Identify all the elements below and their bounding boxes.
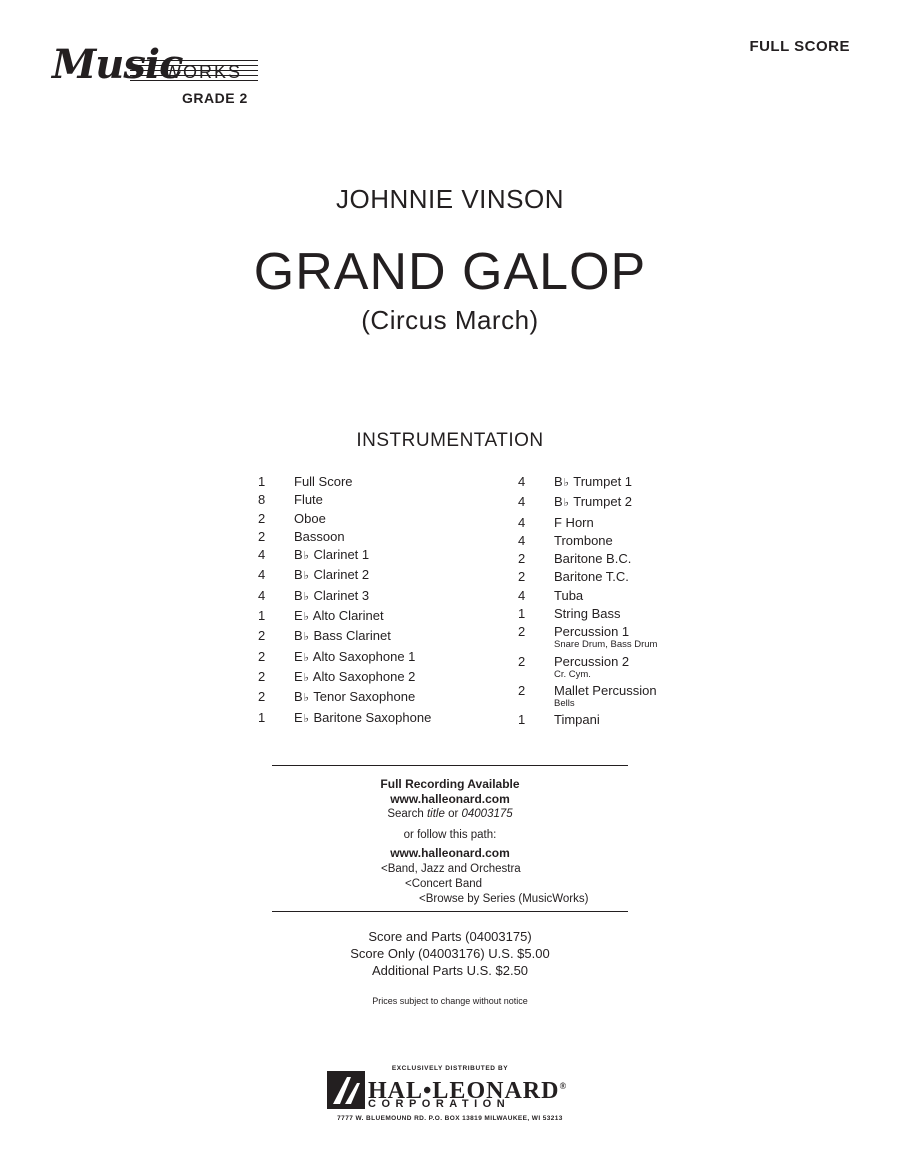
instrument-key: B [294, 547, 303, 563]
flat-icon: ♭ [303, 712, 309, 725]
instrument-name: Full Score [294, 474, 353, 489]
instrument-row [518, 712, 758, 727]
instrument-name: Bass Clarinet [313, 628, 391, 644]
instrument-quantity: 2 [518, 569, 526, 585]
instrument-name: Bassoon [294, 528, 345, 544]
instrument-quantity: 2 [258, 668, 266, 684]
instrument-entry [554, 712, 758, 727]
follow-path-text: or follow this path: [403, 829, 497, 841]
pricing-info [0, 928, 900, 979]
instrument-entry [294, 492, 498, 507]
instrument-row [258, 710, 498, 727]
instrument-key: B [294, 587, 303, 603]
recording-url-link[interactable]: www.halleonard.com [390, 792, 510, 806]
recording-title: Full Recording Available [380, 777, 520, 791]
instrument-quantity: 2 [258, 528, 266, 544]
publisher-address: 7777 W. BLUEMOUND RD. P.O. BOX 13819 MILWAUKEE, WI 53213 [337, 1115, 563, 1122]
instrument-entry [294, 474, 498, 489]
instrument-entry [554, 654, 758, 680]
publisher-name-dot: • [423, 1078, 433, 1104]
instrument-row [518, 624, 758, 650]
instrument-note: Snare Drum, Bass Drum [554, 639, 658, 651]
prices-disclaimer: Prices subject to change without notice [372, 996, 528, 1006]
composer-name: JOHNNIE VINSON [335, 184, 565, 214]
instrument-name: Percussion 2 [554, 653, 630, 669]
instrument-entry [554, 683, 758, 709]
instrument-name: Baritone T.C. [554, 569, 629, 585]
instrument-row [258, 628, 498, 645]
instrument-row [258, 547, 498, 564]
instrument-row [258, 649, 498, 666]
search-prefix: Search [387, 808, 427, 820]
instrument-entry [294, 649, 498, 666]
instrument-row [258, 492, 498, 507]
instrument-row [258, 511, 498, 526]
flat-icon: ♭ [303, 611, 309, 624]
flat-icon: ♭ [303, 671, 309, 684]
logo-script-text: Music [52, 41, 183, 88]
instrument-entry [294, 547, 498, 564]
instrument-name: Trumpet 1 [573, 474, 633, 489]
instrument-name: Clarinet 3 [313, 587, 370, 603]
instrument-quantity: 4 [518, 587, 526, 603]
instrument-entry [294, 511, 498, 526]
flat-icon: ♭ [563, 477, 569, 489]
instrument-name: Flute [294, 492, 323, 508]
instrument-entry [294, 669, 498, 686]
instrument-entry [554, 606, 758, 621]
instrument-entry [554, 533, 758, 548]
instrument-row [258, 689, 498, 706]
instrument-quantity: 1 [518, 606, 526, 622]
instrument-key: B [294, 628, 303, 644]
instrument-name: String Bass [554, 606, 621, 622]
path-url-link[interactable]: www.halleonard.com [390, 846, 510, 860]
instrument-name: Mallet Percussion [554, 682, 657, 698]
instrument-name: Alto Clarinet [312, 608, 384, 624]
instrument-quantity: 2 [518, 551, 526, 567]
instrument-name: Alto Saxophone 1 [312, 648, 416, 664]
instrument-quantity: 2 [518, 653, 526, 669]
instrument-quantity: 8 [258, 492, 266, 508]
search-code: 04003175 [461, 808, 513, 820]
instrument-row [518, 515, 758, 530]
instrument-name: Clarinet 2 [313, 567, 370, 583]
instrument-entry [554, 588, 758, 603]
instrument-key: B [554, 494, 563, 510]
instrument-name: Timpani [554, 712, 600, 728]
instrument-quantity: 1 [518, 712, 526, 728]
instrument-quantity: 1 [258, 709, 266, 725]
distributed-by-label: EXCLUSIVELY DISTRIBUTED BY [391, 1065, 509, 1072]
recording-search-hint [0, 807, 900, 822]
pricing-line-score-only: Score Only (04003176) U.S. $5.00 [350, 946, 550, 961]
instrument-row [518, 588, 758, 603]
instrument-name: Oboe [294, 510, 326, 526]
piece-title: GRAND GALOP [253, 243, 647, 301]
musicworks-logo [52, 40, 272, 110]
instrument-entry [554, 474, 758, 491]
instrument-row [518, 551, 758, 566]
instrument-key: B [554, 474, 563, 489]
instrument-entry [554, 515, 758, 530]
instrument-row [258, 588, 498, 605]
instrument-key: E [294, 709, 303, 725]
publisher-corporation: CORPORATION [368, 1098, 511, 1110]
recording-info [0, 777, 900, 861]
instrument-name: F Horn [554, 514, 594, 530]
instrument-quantity: 2 [258, 628, 266, 644]
instrument-row [518, 569, 758, 584]
instrument-name: Percussion 1 [554, 624, 630, 640]
instrument-entry [554, 569, 758, 584]
instrument-row [258, 608, 498, 625]
path-step-1: <Band, Jazz and Orchestra [381, 863, 521, 875]
instrument-entry [294, 689, 498, 706]
instrument-row [518, 654, 758, 680]
instrument-entry [294, 567, 498, 584]
instrument-quantity: 4 [258, 547, 266, 563]
instrument-quantity: 2 [258, 689, 266, 705]
publisher-name-part2: LEONARD [432, 1078, 560, 1104]
instrument-name: Trombone [554, 532, 613, 548]
flat-icon: ♭ [303, 550, 309, 563]
instrument-entry [554, 494, 758, 511]
instrument-row [258, 474, 498, 489]
instrument-row [258, 529, 498, 544]
instrument-row [518, 606, 758, 621]
instrument-quantity: 2 [258, 510, 266, 526]
search-title-word: title [426, 808, 445, 820]
registered-mark: ® [559, 1081, 568, 1091]
search-or: or [444, 808, 462, 820]
flat-icon: ♭ [303, 590, 309, 603]
instrumentation-heading: INSTRUMENTATION [356, 430, 544, 451]
score-type-label: FULL SCORE [749, 38, 850, 55]
instrument-name: Alto Saxophone 2 [312, 668, 416, 684]
instrument-name: Baritone Saxophone [313, 709, 432, 725]
path-step-2: <Concert Band [405, 878, 483, 890]
pricing-line-additional-parts: Additional Parts U.S. $2.50 [371, 963, 529, 978]
instrument-row [518, 533, 758, 548]
instrument-quantity: 4 [518, 532, 526, 548]
instrument-quantity: 1 [258, 474, 266, 489]
instrument-note: Cr. Cym. [554, 668, 591, 680]
instrument-quantity: 4 [518, 474, 526, 489]
instrument-entry [294, 710, 498, 727]
instrument-row [518, 474, 758, 491]
instrument-key: E [294, 668, 303, 684]
instrument-name: Trumpet 2 [573, 494, 633, 510]
flat-icon: ♭ [303, 651, 309, 664]
instrument-key: B [294, 567, 303, 583]
instrument-name: Clarinet 1 [313, 547, 370, 563]
flat-icon: ♭ [563, 497, 569, 510]
instrumentation-list-left [258, 474, 498, 730]
instrument-quantity: 2 [518, 682, 526, 698]
instrument-entry [294, 628, 498, 645]
instrumentation-list-right [518, 474, 758, 731]
instrument-row [518, 683, 758, 709]
instrument-quantity: 1 [258, 608, 266, 624]
instrument-row [258, 567, 498, 584]
instrument-entry [294, 608, 498, 625]
instrument-quantity: 4 [518, 514, 526, 530]
instrument-key: E [294, 648, 303, 664]
instrument-quantity: 2 [518, 624, 526, 640]
instrument-row [258, 669, 498, 686]
instrument-row [518, 494, 758, 511]
instrument-name: Baritone B.C. [554, 551, 632, 567]
instrument-quantity: 4 [258, 587, 266, 603]
instrument-name: Tuba [554, 587, 584, 603]
path-step-3: <Browse by Series (MusicWorks) [419, 893, 589, 905]
instrument-quantity: 4 [518, 494, 526, 510]
instrument-key: B [294, 689, 303, 705]
instrument-name: Tenor Saxophone [313, 689, 416, 705]
flat-icon: ♭ [303, 631, 309, 644]
hal-leonard-logo-icon [327, 1071, 365, 1109]
divider-bottom [272, 911, 628, 912]
piece-subtitle: (Circus March) [361, 305, 539, 335]
divider-top [272, 765, 628, 766]
publisher-name-part1: HAL [368, 1078, 424, 1104]
logo-works-text: WORKS [164, 62, 243, 82]
pricing-line-score-parts: Score and Parts (04003175) [368, 929, 532, 944]
instrument-quantity: 4 [258, 567, 266, 583]
grade-label: GRADE 2 [182, 90, 248, 106]
instrument-quantity: 2 [258, 648, 266, 664]
instrument-entry [294, 529, 498, 544]
flat-icon: ♭ [303, 570, 309, 583]
instrument-entry [554, 551, 758, 566]
instrument-entry [554, 624, 758, 650]
instrument-key: E [294, 608, 303, 624]
instrument-entry [294, 588, 498, 605]
instrument-note: Bells [554, 697, 575, 709]
flat-icon: ♭ [303, 692, 309, 705]
